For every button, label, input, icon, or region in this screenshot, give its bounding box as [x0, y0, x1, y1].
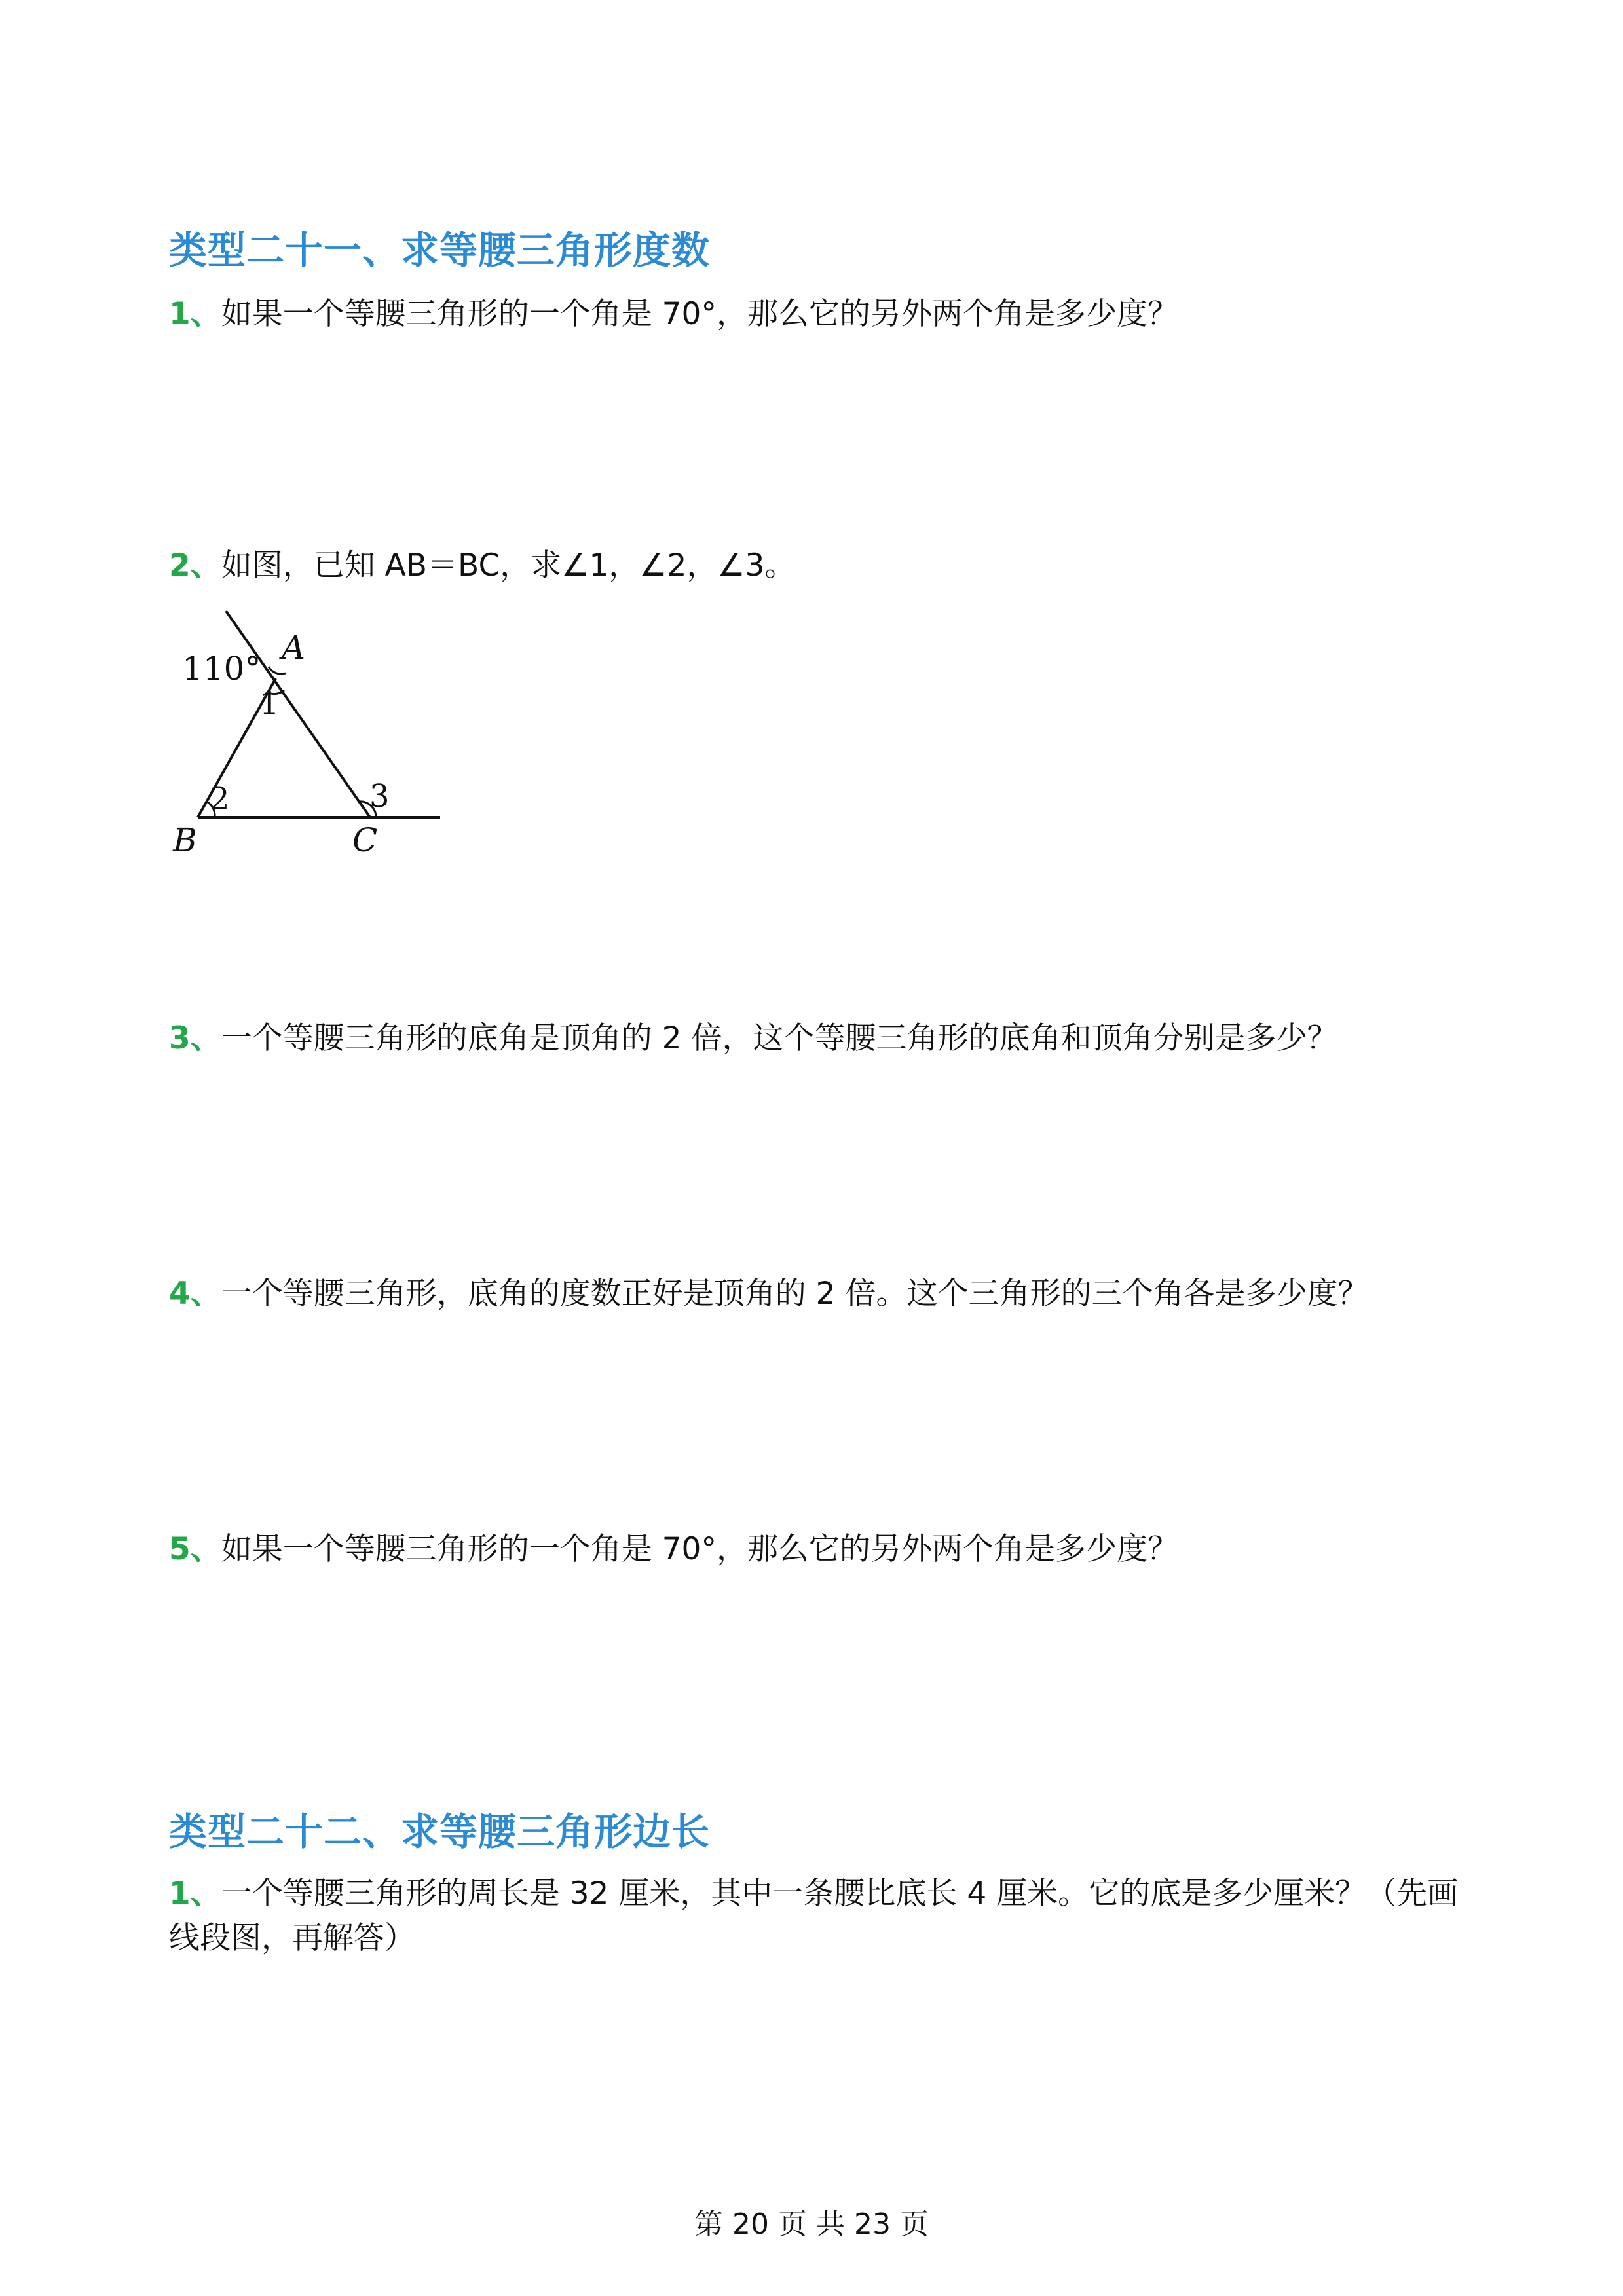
question-number: 3、 [169, 1020, 221, 1056]
section-title-22: 类型二十二、求等腰三角形边长 [169, 1809, 711, 1854]
question-21-1 [169, 292, 1178, 337]
question-21-3 [169, 1016, 1337, 1061]
vertex-a-label: A [282, 629, 306, 667]
vertex-c-label: C [352, 821, 378, 859]
angle-110-label: 110° [182, 650, 261, 688]
question-text: 一个等腰三角形的底角是顶角的 2 倍，这个等腰三角形的底角和顶角分别是多少？ [221, 1020, 1338, 1056]
question-number: 4、 [169, 1276, 221, 1312]
question-number: 5、 [169, 1531, 221, 1567]
question-21-5 [169, 1527, 1178, 1572]
angle-110-arc [269, 667, 286, 674]
question-number: 2、 [169, 547, 221, 583]
question-text: 如图，已知 AB＝BC，求∠1，∠2，∠3。 [221, 547, 796, 583]
question-number: 1、 [169, 296, 221, 332]
angle-2-label: 2 [210, 781, 230, 817]
question-text: 如果一个等腰三角形的一个角是 70°，那么它的另外两个角是多少度？ [221, 1531, 1178, 1567]
page-footer: 第 20 页 共 23 页 [694, 2208, 929, 2241]
question-text: 一个等腰三角形的周长是 32 厘米，其中一条腰比底长 4 厘米。它的底是多少厘米？（先画线段图，再解答） [169, 1876, 1459, 1956]
question-22-1 [169, 1872, 1466, 1961]
angle-1-label: 1 [259, 685, 280, 722]
question-number: 1、 [169, 1876, 221, 1912]
question-21-2 [169, 544, 795, 588]
section-title-21: 类型二十一、求等腰三角形度数 [169, 228, 711, 272]
question-text: 一个等腰三角形，底角的度数正好是顶角的 2 倍。这个三角形的三个角各是多少度？ [221, 1276, 1369, 1312]
question-21-4 [169, 1272, 1368, 1316]
angle-3-label: 3 [369, 778, 390, 815]
vertex-b-label: B [173, 821, 197, 859]
triangle-figure [169, 601, 457, 870]
question-text: 如果一个等腰三角形的一个角是 70°，那么它的另外两个角是多少度？ [221, 296, 1178, 332]
